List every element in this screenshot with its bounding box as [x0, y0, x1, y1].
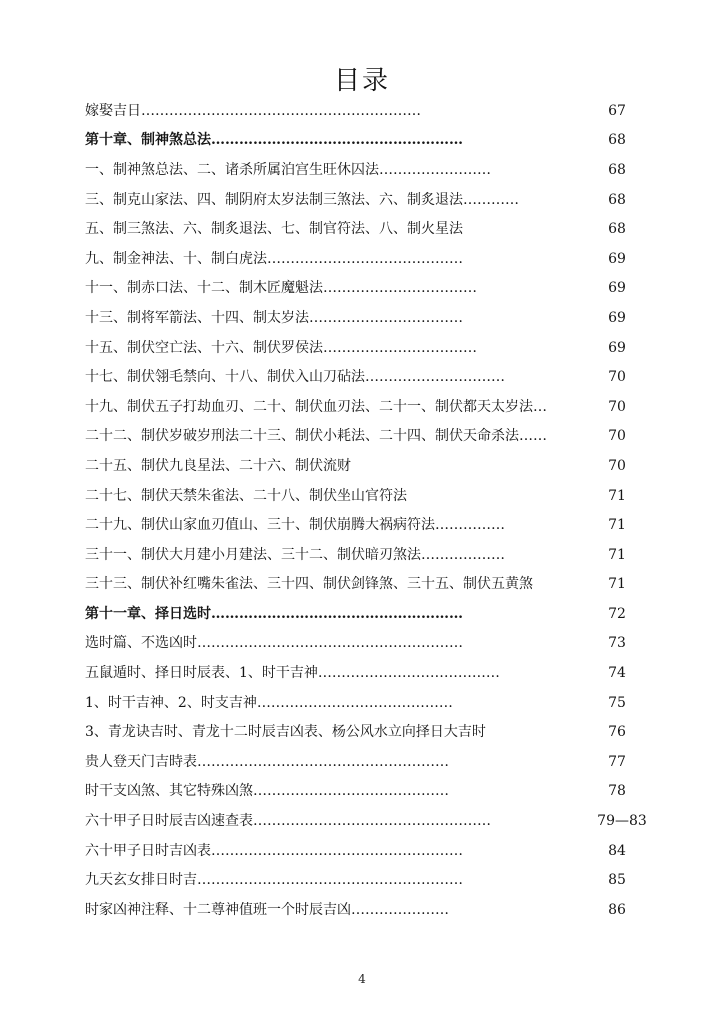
- toc-entry-page: 71: [608, 487, 626, 504]
- toc-entry-page: 68: [608, 132, 626, 149]
- toc-entry: [85, 777, 645, 807]
- toc-entry-title: 五、制三煞法、六、制炙退法、七、制官符法、八、制火星法: [85, 221, 463, 238]
- toc-entry-page: 72: [608, 605, 626, 622]
- toc-entry: [85, 155, 645, 185]
- toc-entry-page: 77: [608, 753, 626, 770]
- toc-entry-page: 68: [608, 191, 626, 208]
- toc-entry-page: 69: [608, 250, 626, 267]
- toc-entry: [85, 303, 645, 333]
- toc-chapter-entry: [85, 126, 645, 156]
- toc-entry-title: 二十九、制伏山家血刃值山、三十、制伏崩腾大祸病符法……………: [85, 517, 505, 534]
- toc-entry: [85, 481, 645, 511]
- toc-entry: [85, 540, 645, 570]
- toc-entry-title: 九、制金神法、十、制白虎法……………………………………: [85, 250, 463, 267]
- toc-entry: [85, 806, 645, 836]
- toc-entry-title: 二十二、制伏岁破岁刑法二十三、制伏小耗法、二十四、制伏天命杀法……: [85, 428, 547, 445]
- toc-entry: [85, 185, 645, 215]
- toc-entry-title: 选时篇、不选凶时…………………………………………………: [85, 635, 463, 652]
- toc-entry-title: 三、制克山家法、四、制阴府太岁法制三煞法、六、制炙退法…………: [85, 191, 519, 208]
- toc-entry-title: 时家凶神注释、十二尊神值班一个时辰吉凶…………………: [85, 901, 449, 918]
- toc-entry-title: 十三、制将军箭法、十四、制太岁法……………………………: [85, 309, 463, 326]
- toc-entry: [85, 658, 645, 688]
- toc-entry-page: 73: [608, 635, 626, 652]
- toc-entry: [85, 214, 645, 244]
- toc-entry-title: 贵人登天门吉時表………………………………………………: [85, 753, 449, 770]
- toc-entry-page: 84: [608, 842, 626, 859]
- toc-chapter-entry: [85, 599, 645, 629]
- toc-entry-page: 86: [608, 901, 626, 918]
- toc-entry-page: 67: [608, 102, 626, 119]
- toc-entry-title: 时干支凶煞、其它特殊凶煞……………………………………: [85, 783, 449, 800]
- toc-entry: [85, 96, 645, 126]
- toc-entry-page: 71: [608, 546, 626, 563]
- toc-entry-title: 1、时干吉神、2、时支吉神……………………………………: [85, 694, 453, 711]
- toc-entry-title: 五鼠遁时、择日时辰表、1、时干吉神…………………………………: [85, 665, 500, 682]
- toc-entry-title: 嫁娶吉日……………………………………………………: [85, 102, 421, 119]
- toc-entry: [85, 865, 645, 895]
- toc-entry: [85, 244, 645, 274]
- toc-entry-page: 70: [608, 428, 626, 445]
- toc-entry: [85, 836, 645, 866]
- toc-entry-page: 85: [608, 872, 626, 889]
- toc-entry-title: 第十章、制神煞总法………………………………………………: [85, 132, 463, 149]
- toc-entry-page: 69: [608, 280, 626, 297]
- toc-entry-page: 69: [608, 309, 626, 326]
- toc-entry-title: 十五、制伏空亡法、十六、制伏罗侯法……………………………: [85, 339, 477, 356]
- toc-entry-page: 70: [608, 457, 626, 474]
- toc-entry-title: 十一、制赤口法、十二、制木匠魔魁法……………………………: [85, 280, 477, 297]
- toc-entry-page: 71: [608, 576, 626, 593]
- toc-entry-title: 九天玄女排日时吉…………………………………………………: [85, 872, 463, 889]
- page-number-footer: 4: [358, 972, 366, 986]
- toc-entry-title: 六十甲子日时辰吉凶速查表……………………………………………: [85, 813, 491, 830]
- toc-entry-title: 六十甲子日时吉凶表………………………………………………: [85, 842, 463, 859]
- toc-entry-page: 76: [608, 724, 626, 741]
- toc-entry-title: 二十五、制伏九良星法、二十六、制伏流财: [85, 457, 351, 474]
- toc-entry: [85, 570, 645, 600]
- table-of-contents: [85, 96, 645, 925]
- toc-entry: [85, 274, 645, 304]
- toc-entry: [85, 895, 645, 925]
- toc-entry-page: 69: [608, 339, 626, 356]
- toc-entry-title: 十七、制伏翎毛禁向、十八、制伏入山刀砧法…………………………: [85, 369, 505, 386]
- toc-entry: [85, 422, 645, 452]
- toc-entry-page: 79—83: [597, 813, 647, 830]
- toc-entry-page: 74: [608, 665, 626, 682]
- toc-entry: [85, 629, 645, 659]
- toc-entry: [85, 717, 645, 747]
- toc-entry-page: 68: [608, 161, 626, 178]
- toc-entry: [85, 451, 645, 481]
- toc-entry: [85, 510, 645, 540]
- toc-entry-page: 75: [608, 694, 626, 711]
- toc-entry-title: 3、青龙诀吉时、青龙十二时辰吉凶表、杨公风水立向择日大吉时: [85, 724, 486, 741]
- toc-entry-page: 70: [608, 398, 626, 415]
- toc-entry-title: 一、制神煞总法、二、诸杀所属泊宫生旺休囚法……………………: [85, 161, 491, 178]
- toc-entry: [85, 747, 645, 777]
- toc-entry-title: 三十一、制伏大月建小月建法、三十二、制伏暗刃煞法………………: [85, 546, 505, 563]
- toc-entry-page: 71: [608, 517, 626, 534]
- toc-entry-page: 78: [608, 783, 626, 800]
- toc-entry-title: 二十七、制伏天禁朱雀法、二十八、制伏坐山官符法: [85, 487, 407, 504]
- toc-entry-page: 70: [608, 369, 626, 386]
- toc-entry-title: 十九、制伏五子打劫血刃、二十、制伏血刃法、二十一、制伏都天太岁法…: [85, 398, 547, 415]
- toc-entry-title: 三十三、制伏补红嘴朱雀法、三十四、制伏剑锋煞、三十五、制伏五黄煞: [85, 576, 533, 593]
- toc-entry-title: 第十一章、择日选时………………………………………………: [85, 605, 463, 622]
- page-title: 目录: [333, 66, 390, 96]
- toc-entry: [85, 333, 645, 363]
- toc-entry: [85, 392, 645, 422]
- toc-entry: [85, 362, 645, 392]
- toc-entry: [85, 688, 645, 718]
- toc-entry-page: 68: [608, 221, 626, 238]
